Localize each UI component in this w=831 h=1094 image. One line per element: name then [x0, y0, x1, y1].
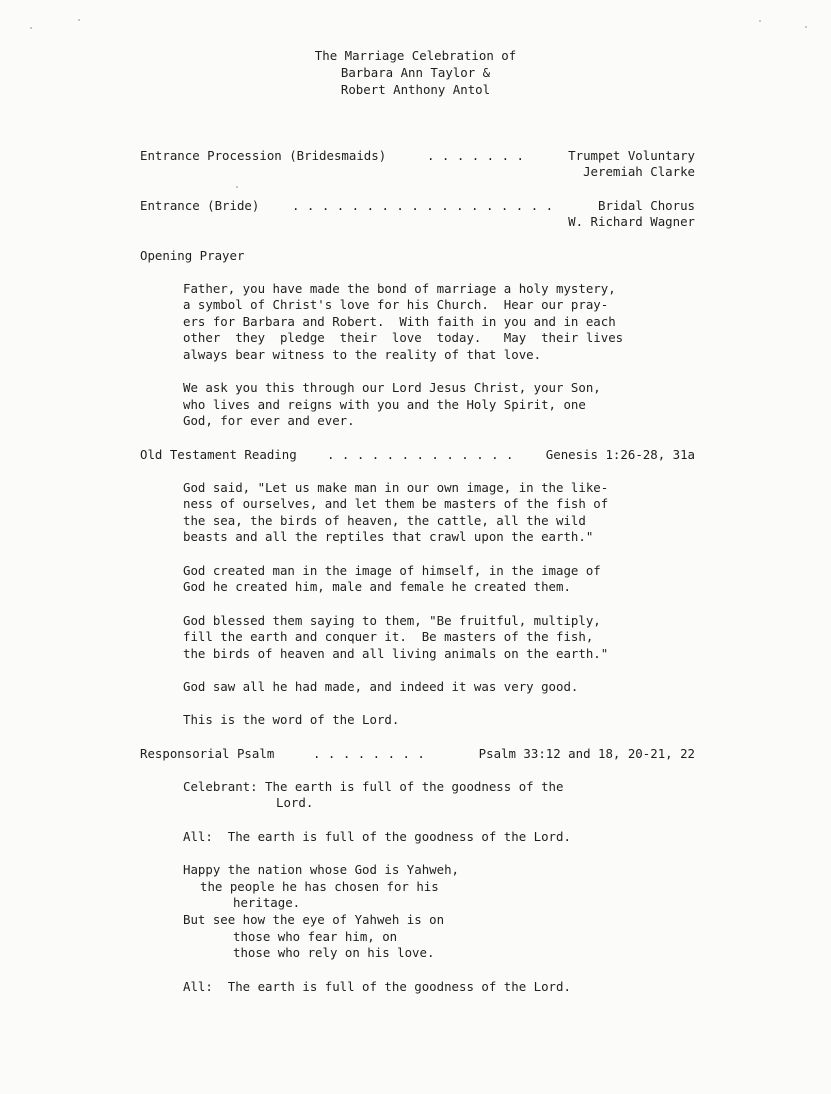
- opening-prayer-heading: Opening Prayer: [140, 248, 245, 263]
- entrance-bride-label: Entrance (Bride): [140, 198, 260, 213]
- prayer-line: God, for ever and ever.: [183, 413, 355, 428]
- psalm-citation: Psalm 33:12 and 18, 20-21, 22: [478, 746, 695, 761]
- prayer-line: other they pledge their love today. May their lives: [183, 330, 624, 345]
- prayer-line: always bear witness to the reality of that love.: [183, 347, 542, 362]
- entrance-bride-composer: W. Richard Wagner: [568, 214, 695, 229]
- psalm-verse-line: heritage.: [233, 895, 301, 910]
- psalm-verse-line: the people he has chosen for his: [200, 879, 439, 894]
- psalm-verse-line: Happy the nation whose God is Yahweh,: [183, 862, 460, 877]
- prayer-line: a symbol of Christ's love for his Church. Hear our pray-: [183, 297, 609, 312]
- entrance-bride-leader: . . . . . . . . . . . . . . . . . .: [292, 198, 554, 213]
- psalm-verse-line: those who fear him, on: [233, 929, 398, 944]
- scan-speck: [236, 186, 238, 188]
- prayer-line: Father, you have made the bond of marriage a holy mystery,: [183, 281, 616, 296]
- reading-line: beasts and all the reptiles that crawl upon the earth.": [183, 529, 594, 544]
- entrance-bridesmaids-label: Entrance Procession (Bridesmaids): [140, 148, 387, 163]
- reading-line: God said, "Let us make man in our own image, in the like-: [183, 480, 609, 495]
- reading-line: the sea, the birds of heaven, the cattle, all the wild: [183, 513, 586, 528]
- prayer-line: who lives and reigns with you and the Holy Spirit, one: [183, 397, 586, 412]
- scan-speck: [805, 26, 807, 28]
- psalm-verse-line: But see how the eye of Yahweh is on: [183, 912, 445, 927]
- celebrant-response-cont: Lord.: [276, 795, 314, 810]
- title-line-3: Robert Anthony Antol: [340, 82, 491, 97]
- reading-line: fill the earth and conquer it. Be masters of the fish,: [183, 629, 594, 644]
- scan-speck: [759, 20, 761, 22]
- entrance-bridesmaids-composer: Jeremiah Clarke: [583, 164, 695, 179]
- psalm-verse-line: those who rely on his love.: [233, 945, 435, 960]
- reading-line: ness of ourselves, and let them be masters of the fish of: [183, 496, 609, 511]
- old-testament-citation: Genesis 1:26-28, 31a: [545, 447, 695, 462]
- celebrant-response: Celebrant: The earth is full of the goodness of the: [183, 779, 564, 794]
- reading-line: the birds of heaven and all living animals on the earth.": [183, 646, 609, 661]
- scan-speck: [30, 27, 32, 29]
- reading-line: God he created him, male and female he created them.: [183, 579, 571, 594]
- reading-line: God saw all he had made, and indeed it was very good.: [183, 679, 579, 694]
- prayer-line: We ask you this through our Lord Jesus Christ, your Son,: [183, 380, 601, 395]
- title-line-2: Barbara Ann Taylor &: [340, 65, 491, 80]
- reading-line: God blessed them saying to them, "Be fruitful, multiply,: [183, 613, 601, 628]
- psalm-leader: . . . . . . . .: [313, 746, 425, 761]
- old-testament-heading: Old Testament Reading: [140, 447, 297, 462]
- reading-closing: This is the word of the Lord.: [183, 712, 400, 727]
- psalm-heading: Responsorial Psalm: [140, 746, 275, 761]
- scan-speck: [78, 19, 80, 21]
- entrance-bridesmaids-leader: . . . . . . .: [427, 148, 524, 163]
- entrance-bridesmaids-piece: Trumpet Voluntary: [568, 148, 695, 163]
- title-line-1: The Marriage Celebration of: [314, 48, 517, 63]
- prayer-line: ers for Barbara and Robert. With faith in you and in each: [183, 314, 616, 329]
- all-response: All: The earth is full of the goodness of the Lord.: [183, 979, 571, 994]
- all-response: All: The earth is full of the goodness of the Lord.: [183, 829, 571, 844]
- old-testament-leader: . . . . . . . . . . . . .: [327, 447, 514, 462]
- entrance-bride-piece: Bridal Chorus: [598, 198, 695, 213]
- reading-line: God created man in the image of himself, in the image of: [183, 563, 601, 578]
